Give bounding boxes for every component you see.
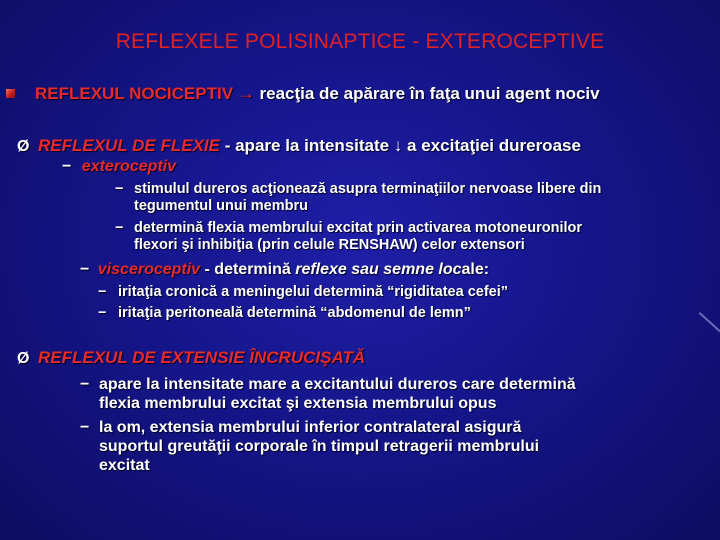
extensie-heading: REFLEXUL DE EXTENSIE ÎNCRUCIŞATĂ [38, 348, 366, 367]
square-bullet-icon [6, 89, 15, 98]
intro-term: REFLEXUL NOCICEPTIV [35, 84, 234, 103]
slide-title: REFLEXELE POLISINAPTICE - EXTEROCEPTIVE [115, 30, 605, 53]
viscero-item-2: iritaţia peritoneală determină “abdomenul de lemn” [118, 305, 471, 321]
extensie-item-1-dash: − [80, 376, 90, 393]
extero-item-1-line1: stimulul dureros acţionează asupra terminaţiilor nervoase libere din [134, 181, 602, 197]
decorative-line [699, 312, 720, 332]
right-arrow-icon: → [237, 84, 255, 103]
viscero-end: ale: [461, 261, 490, 278]
flexie-rest: - apare la intensitate ↓ a excitaţiei dureroase [220, 136, 581, 155]
extero-item-2-line1: determină flexia membrului excitat prin activarea motoneuronilor [134, 220, 583, 236]
viscero-mid: - determină [200, 261, 296, 278]
viscero-label: visceroceptiv [97, 261, 201, 278]
extero-item-1-line2: tegumentul unui membru [134, 198, 308, 214]
arrow-bullet-icon: Ø [17, 138, 30, 155]
extensie-item-2-dash: − [80, 419, 90, 436]
viscero-item-1-dash: − [98, 284, 107, 300]
viscero-line [80, 261, 489, 279]
extensie-item-1-line1: apare la intensitate mare a excitantului dureros care determină [99, 376, 576, 393]
extero-line [62, 158, 176, 176]
intro-rest: reacţia de apărare în faţa unui agent nociv [254, 84, 600, 103]
viscero-item-2-dash: − [98, 305, 107, 321]
extensie-item-2-line1: la om, extensia membrului inferior contralateral asigură [99, 419, 522, 436]
flexie-heading: REFLEXUL DE FLEXIE [38, 136, 220, 155]
arrow-bullet-icon: Ø [17, 350, 30, 367]
extero-item-2-line2: flexori şi inhibiţia (prin celule RENSHAW) celor extensori [134, 237, 525, 253]
extero-dash: − [62, 158, 72, 175]
extero-label: exteroceptiv [81, 158, 177, 175]
viscero-reflexe: reflexe sau semne loc [295, 261, 462, 278]
extensie-item-2-line2: suportul greutăţii corporale în timpul retragerii membrului [99, 438, 540, 455]
viscero-item-1: iritaţia cronică a meningelui determină “rigiditatea cefei” [118, 284, 509, 300]
flexie-heading-line [38, 136, 581, 156]
viscero-dash: − [80, 261, 90, 278]
extero-item-1-dash: − [115, 181, 124, 197]
extensie-item-2-line3: excitat [99, 457, 150, 474]
extero-item-2-dash: − [115, 220, 124, 236]
intro-line [35, 84, 600, 104]
extensie-item-1-line2: flexia membrului excitat şi extensia membrului opus [99, 395, 497, 412]
